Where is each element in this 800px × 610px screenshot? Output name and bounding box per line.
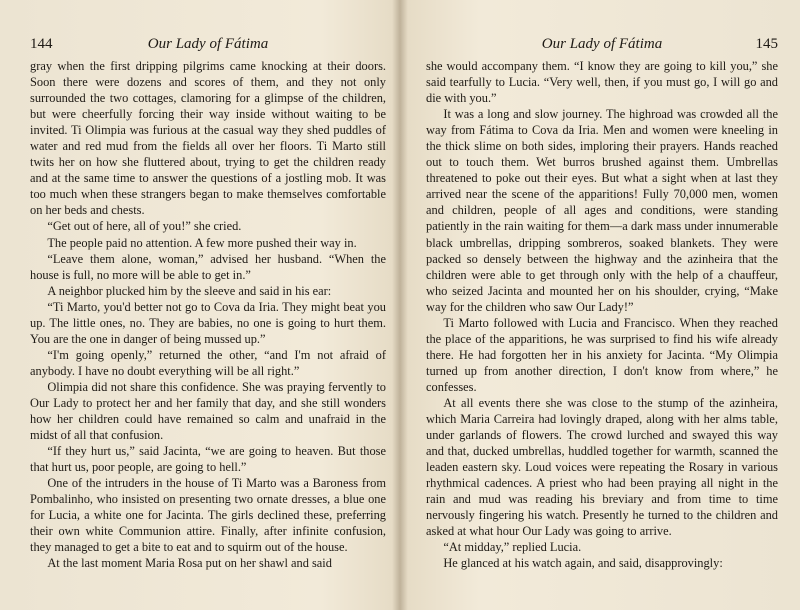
paragraph: she would accompany them. “I know they are going to kill you,” she said tearfully to Lucia. “Very well, then, if you must go, I will go and die with you.” <box>426 59 778 106</box>
paragraph: Ti Marto followed with Lucia and Francisco. When they reached the place of the apparitions, he was surprised to find his wife already there. He had forgotten her in his anxiety for Jacinta. “My Olimpia turned up from another direction, I don't know from where,” he confesses. <box>426 315 778 394</box>
running-title: Our Lady of Fátima <box>147 36 269 52</box>
paragraph: A neighbor plucked him by the sleeve and said in his ear: <box>47 283 332 298</box>
right-page-body <box>426 58 778 572</box>
paragraph: “Ti Marto, you'd better not go to Cova da Iria. They might beat you up. The little ones, no. They are babies, no one is going to hurt them. You are the one in danger of being mussed up.” <box>30 299 386 346</box>
paragraph: “At midday,” replied Lucia. <box>443 540 582 555</box>
paragraph: One of the intruders in the house of Ti Marto was a Baroness from Pombalinho, who insisted on presenting two ornate dresses, a blue one for Lucia, a white one for Jacinta. The girls declined these, preferring their own white Communion attire. Finally, after infinite confusion, they managed to get a bite to eat and to squirm out of the house. <box>30 476 386 555</box>
paragraph: gray when the first dripping pilgrims came knocking at their doors. Soon there were dozens and scores of them, and they not only surrounded the two cottages, clamoring for a glimpse of the children, but were cheerfully forcing their way inside without waiting to be invited. Ti Olimpia was furious at the casual way they shed puddles of water and red mud from the fields all over her floors. Ti Marto still twits her on how she fluttered about, trying to get the children ready and at the same time to answer the questions of a jostling mob. It was too much when these strangers began to make themselves comfortable on her beds and chests. <box>30 59 386 218</box>
paragraph: “If they hurt us,” said Jacinta, “we are going to heaven. But those that hurt us, poor people, are going to hell.” <box>30 444 386 475</box>
paragraph: He glanced at his watch again, and said, disapprovingly: <box>443 556 723 571</box>
page-number: 145 <box>755 36 778 52</box>
left-page-body <box>30 58 386 572</box>
running-title: Our Lady of Fátima <box>541 36 663 52</box>
paragraph: “Leave them alone, woman,” advised her husband. “When the house is full, no more will be able to get in.” <box>30 251 386 282</box>
paragraph: “I'm going openly,” returned the other, “and I'm not afraid of anybody. I have no doubt everything will be all right.” <box>30 347 386 378</box>
right-page-header <box>426 36 778 58</box>
paragraph: At the last moment Maria Rosa put on her shawl and said <box>47 556 332 571</box>
paragraph: “Get out of here, all of you!” she cried. <box>47 219 242 234</box>
paragraph: It was a long and slow journey. The highroad was crowded all the way from Fátima to Cova da Iria. Men and women were kneeling in the thick slime on both sides, imploring their prayers. Hands reached out to touch them. Wet burros brushed against them. Umbrellas threatened to poke out their eyes. But what a sight when at last they arrived near the scene of the apparitions! Fully 70,000 men, women and children, people of all ages and conditions, were standing patiently in the rain waiting for them—a dark mass under innumerable black umbrellas, dripping sombreros, soaked blankets. They were packed so densely between the highway and the azinheira that the children were able to get through only with the help of a chauffeur, who seized Jacinta and mounted her on his shoulder, crying, “Make way for the children who saw Our Lady!” <box>426 107 778 314</box>
paragraph: The people paid no attention. A few more pushed their way in. <box>47 235 357 250</box>
paragraph: Olimpia did not share this confidence. She was praying fervently to Our Lady to protect her and her family that day, and she still wonders how her children could have remained so calm and unafraid in the midst of all that confusion. <box>30 379 386 443</box>
paragraph: At all events there she was close to the stump of the azinheira, which Maria Carreira had lovingly draped, along with her alms table, under garlands of flowers. The crowd lurched and swayed this way and that, ducked umbrellas, huddled together for warmth, scanned the leaden eastern sky. Loud voices were repeating the Rosary in various rhythmical cadences. A priest who had been praying all night in the rain and mud was reading his breviary and from time to time nervously fingering his watch. Presently he turned to the children and asked at what hour Our Lady was going to arrive. <box>426 395 778 539</box>
page-number: 144 <box>30 36 53 52</box>
right-page <box>400 0 800 610</box>
left-page-header <box>30 36 386 58</box>
